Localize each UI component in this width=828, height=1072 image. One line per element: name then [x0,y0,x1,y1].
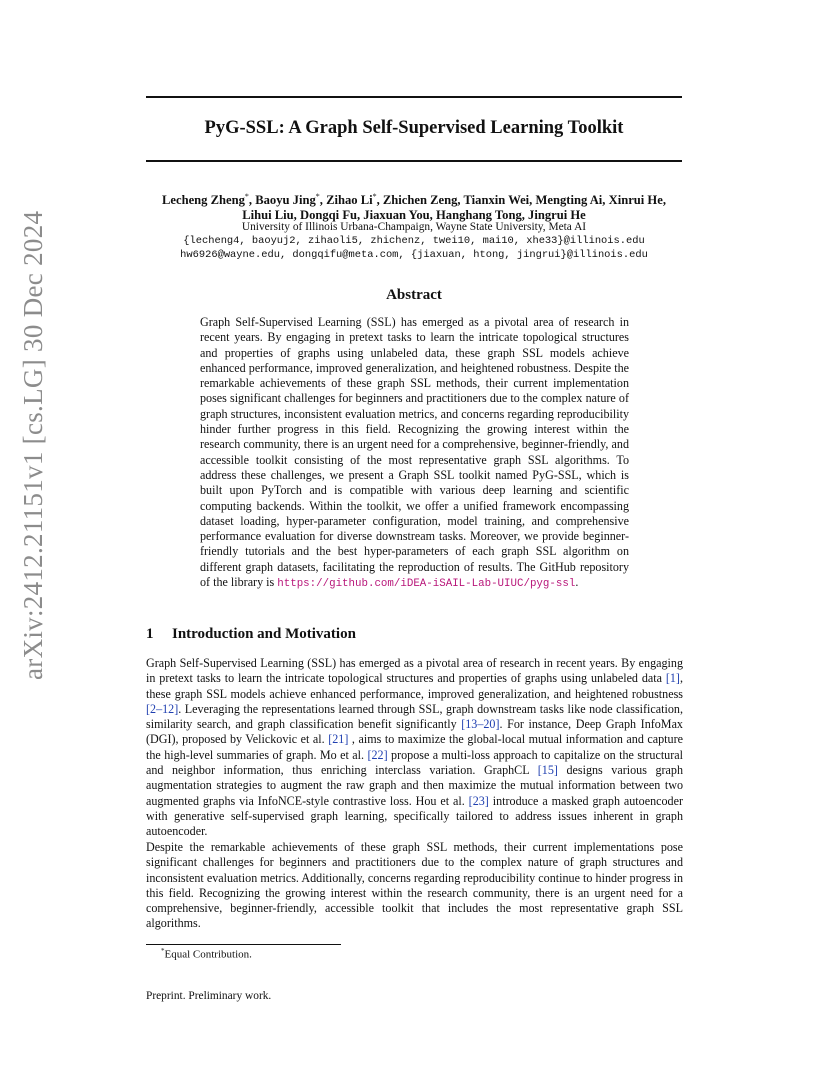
paragraph-text: propose a multi-loss approach to capitalize on the structural and neighbor information, thus enriching interclass variation. GraphCL [146,747,683,778]
intro-paragraph-2 [146,840,683,932]
section-heading [146,626,356,643]
paragraph-text: designs various graph augmentation strategies to augment the raw graph and then maximize the mutual information between two augmented graphs via InfoNCE-style contrastive loss. Hou et al. [146,763,683,808]
abstract-text: Graph Self-Supervised Learning (SSL) has emerged as a pivotal area of research in recent years. By engaging in pretext tasks to learn the intricate topological structures and properties of graphs using unlabeled data, these graph SSL models achieve enhanced performance, improved generalization, and heightened robustness. Despite the remarkable achievements of these graph SSL methods, their current implementation poses significant challenges for beginners and practitioners due to the complex nature of graph structures, inconsistent evaluation metrics, and concerns regarding reproducibility hinder further progress in this field. Recognizing the growing interest within the research community, there is an urgent need for a comprehensive, beginner-friendly, and accessible toolkit consisting of the most representative graph SSL algorithms. To address these challenges, we present a Graph SSL toolkit named PyG-SSL, which is built upon PyTorch and is compatible with various deep learning and scientific computing backends. Within the toolkit, we offer a unified framework encompassing dataset loading, hyper-parameter configuration, model training, and comprehensive performance evaluation for diverse downstream tasks. Moreover, we provide beginner-friendly tutorials and the best hyper-parameters of each graph SSL algorithm on different graph datasets, facilitating the reproduction of results. The GitHub repository of the library is [200,315,629,590]
arxiv-stamp: arXiv:2412.21151v1 [cs.LG] 30 Dec 2024 [18,210,48,680]
title-bottom-rule [146,160,682,162]
footnote-mark: * [161,947,165,955]
preprint-notice: Preprint. Preliminary work. [146,990,272,1002]
equal-contribution-mark: * [244,192,249,201]
citation-link[interactable]: [23] [468,793,489,808]
intro-paragraph-1 [146,656,683,840]
author-line-1: Lecheng Zheng*, Baoyu Jing*, Zihao Li*, Zhichen Zeng, Tianxin Wei, Mengting Ai, Xinrui He, [162,192,666,208]
author-name: Zihao Li [326,193,373,208]
citation-link[interactable]: [2–12] [146,701,179,716]
abstract-body [200,315,629,592]
citation-link[interactable]: [13–20] [461,717,500,732]
paragraph-text: , these graph SSL models achieve enhanced performance, improved generalization, and heightened robustness [146,671,683,701]
paragraph-text: , aims to maximize the global-local mutual information and capture the high-level summaries of graph. Mo et al. [146,732,683,762]
author-name: Lecheng Zheng [162,193,245,208]
github-link[interactable]: https://github.com/iDEA-iSAIL-Lab-UIUC/pyg-ssl [277,578,576,591]
citation-link[interactable]: [22] [367,747,388,762]
email-line-2: hw6926@wayne.edu, dongqifu@meta.com, {jiaxuan, htong, jingrui}@illinois.edu [180,249,648,261]
abstract-heading: Abstract [386,287,442,303]
author-names: Zhichen Zeng, Tianxin Wei, Mengting Ai, Xinrui He, [382,193,666,208]
section-number: 1 [146,626,154,642]
paragraph-text: . Leveraging the representations learned through SSL, graph downstream tasks like node classification, similarity search, and graph classification benefit significantly [146,701,683,732]
title-top-rule [146,96,682,98]
author-line-2: Lihui Liu, Dongqi Fu, Jiaxuan You, Hanghang Tong, Jingrui He [242,207,586,222]
abstract-end: . [575,575,579,590]
paragraph-text: . For instance, Deep Graph InfoMax (DGI), proposed by Velickovic et al. [146,717,683,747]
equal-contribution-mark: * [372,192,377,201]
affiliations [146,220,682,262]
affiliation-line: University of Illinois Urbana-Champaign, Wayne State University, Meta AI [241,221,587,233]
citation-link[interactable]: [15] [537,763,558,778]
email-line-1: {lecheng4, baoyuj2, zihaoli5, zhichenz, twei10, mai10, xhe33}@illinois.edu [183,235,645,247]
footnote-text: Equal Contribution. [164,948,252,961]
footnote-rule [146,944,341,945]
citation-link[interactable]: [1] [665,671,680,686]
citation-link[interactable]: [21] [328,732,349,747]
paragraph-text: Graph Self-Supervised Learning (SSL) has emerged as a pivotal area of research in recent years. By engaging in pretext tasks to learn the intricate topological structures and properties of graphs using unlabeled data [146,656,683,686]
author-name: Baoyu Jing [255,193,316,208]
footnote [161,947,252,961]
equal-contribution-mark: * [315,192,320,201]
author-list [146,190,682,222]
paragraph-text: introduce a masked graph autoencoder with generative self-supervised graph learning, specifically tailored to address issues inherent in graph autoencoder. [146,793,683,839]
section-title: Introduction and Motivation [172,626,356,642]
paper-title: PyG-SSL: A Graph Self-Supervised Learning Toolkit [204,118,624,138]
paragraph-text: Despite the remarkable achievements of these graph SSL methods, their current implementations pose significant challenges for beginners and practitioners due to the complex nature of graph structures and inconsistent evaluation metrics. Additionally, concerns regarding reproducibility continue to hinder progress in this field. Recognizing the growing interest within the research community, there is an urgent need for a comprehensive, beginner-friendly, accessible toolkit that includes the most representative graph SSL algorithms. [146,840,683,931]
